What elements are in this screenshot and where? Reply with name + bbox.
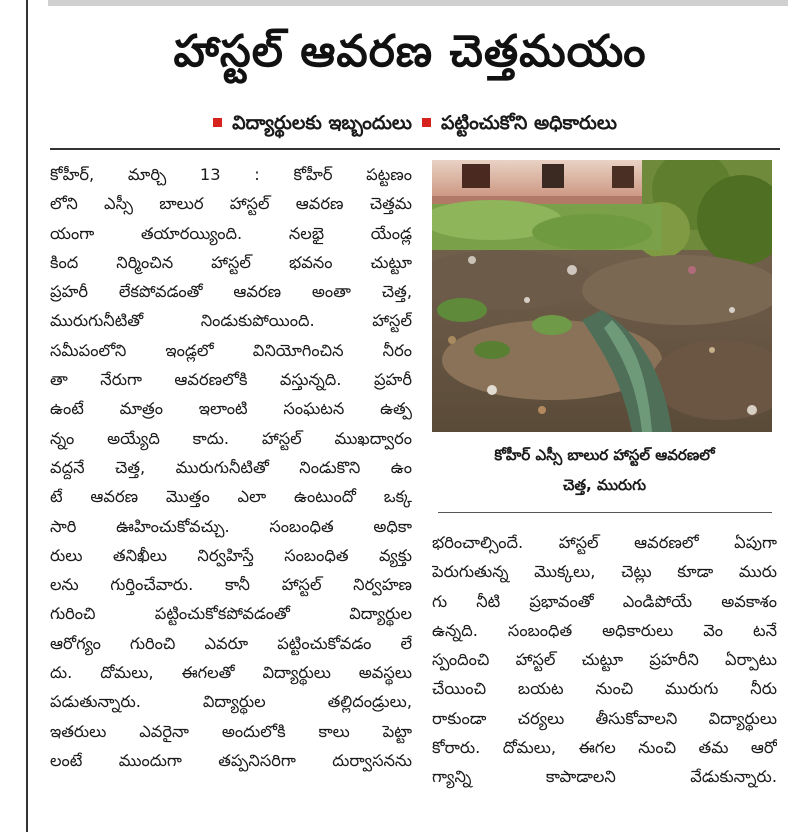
body-line: చేయించి బయట నుంచి మురుగు నీరు: [432, 679, 777, 699]
article-body-right: [432, 528, 777, 818]
body-line: రాకుండా చర్యలు తీసుకోవాలని విద్యార్థులు: [432, 708, 777, 728]
body-line: స్పందించి హాస్టల్ చుట్టూ ప్రహరీని ఏర్పాటు: [432, 650, 777, 670]
headline: హాస్టల్ ఆవరణ చెత్తమయం: [173, 26, 647, 77]
body-line: ఆరోగ్యం గురించి ఎవరూ పట్టించుకోవడం లే: [50, 633, 412, 653]
article-body-left: [50, 160, 412, 820]
body-line: లోని ఎస్సీ బాలుర హాస్టల్ ఆవరణ చెత్తమ: [50, 194, 412, 214]
caption-rule: [438, 512, 772, 513]
body-line: ఇతరులు ఎవరైనా అందులోకి కాలు పెట్టా: [50, 721, 412, 741]
hostel-photo: [432, 160, 772, 432]
body-line: పడుతున్నారు. విద్యార్థుల తల్లిదండ్రులు,: [50, 692, 412, 712]
body-line: కోరారు. దోమలు, ఈగల నుంచి తమ ఆరో: [432, 738, 777, 758]
subheads: [40, 108, 780, 138]
photo-caption: [432, 440, 777, 504]
subhead-1: విద్యార్థులకు ఇబ్బందులు: [232, 112, 412, 134]
body-line: వద్దనే చెత్త, మురుగునీటితో నిండుకొని ఉం: [50, 457, 412, 477]
red-bullet-icon: [422, 118, 431, 127]
body-line: కోహీర్, మార్చి 13 : కోహీర్ పట్టణం: [50, 165, 412, 184]
body-line: యంగా తయారయ్యింది. నలభై యేండ్ల: [50, 223, 412, 243]
body-line: ప్రహరీ లేకపోవడంతో ఆవరణ అంతా చెత్త,: [50, 282, 412, 302]
body-line: న్నం అయ్యేది కాదు. హాస్టల్ ముఖద్వారం: [50, 428, 412, 448]
body-line: ఉంటే మాత్రం ఇలాంటి సంఘటన ఉత్ప: [50, 399, 412, 419]
caption-line-2: చెత్త, మురుగు: [562, 476, 647, 494]
body-line: టే ఆవరణ మొత్తం ఎలా ఉంటుందో ఒక్క: [50, 487, 412, 507]
body-line: భరించాల్సిందే. హాస్టల్ ఆవరణలో ఏపుగా: [432, 533, 777, 552]
body-line: గు నీటి ప్రభావంతో ఎండిపోయే అవకాశం: [432, 591, 777, 611]
body-line: సారి ఊహించుకోవచ్చు. సంబంధిత అధికా: [50, 516, 412, 536]
body-line: దు. దోమలు, ఈగలతో విద్యార్థులు అవస్థలు: [50, 663, 412, 683]
body-line: గురించి పట్టించుకోకపోవడంతో విద్యార్థుల: [50, 604, 412, 624]
body-line: లను గుర్తించేవారు. కానీ హాస్టల్ నిర్వహణ: [50, 575, 412, 595]
caption-line-1: కోహీర్ ఎస్సీ బాలుర హాస్టల్ ఆవరణలో: [494, 446, 715, 464]
body-line: సమీపంలోని ఇండ్లలో వినియోగించిన నీరం: [50, 340, 412, 360]
garbage-ground-image: [432, 160, 772, 432]
body-line: పెరుగుతున్న మొక్కలు, చెట్లు కూడా మురు: [432, 562, 777, 582]
red-bullet-icon: [213, 118, 222, 127]
body-line: తా నేరుగా ఆవరణలోకి వస్తున్నది. ప్రహరీ: [50, 370, 412, 390]
body-line: మురుగునీటితో నిండుకుపోయింది. హాస్టల్: [50, 311, 412, 331]
body-line: రులు తనిఖీలు నిర్వహిస్తే సంబంధిత వ్యక్తు: [50, 545, 412, 565]
column-divider: [26, 0, 28, 832]
body-line: ఉన్నది. సంబంధిత అధికారులు వెం టనే: [432, 620, 777, 640]
body-line: లంటే ముందుగా తప్పనిసరిగా దుర్వాసనను: [50, 750, 412, 770]
subhead-2: పట్టించుకోని అధికారులు: [440, 112, 617, 134]
headline-rule: [50, 148, 780, 150]
body-line: గ్యాన్ని కాపాడాలని వేడుకున్నారు.: [432, 767, 777, 787]
top-strip: [48, 0, 788, 6]
body-line: కింద నిర్మించిన హాస్టల్ భవనం చుట్టూ: [50, 252, 412, 272]
